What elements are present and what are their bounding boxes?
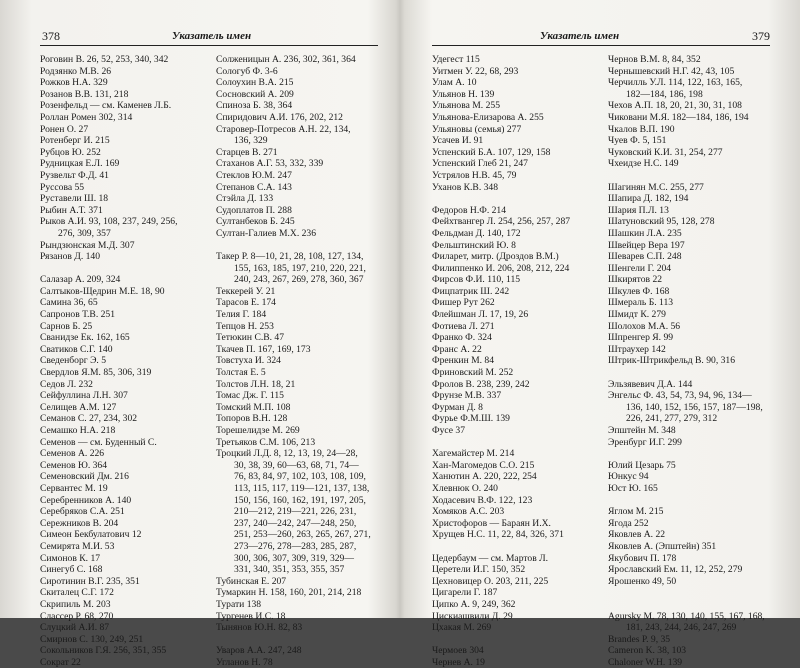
index-entry: Ходасевич В.Ф. 122, 123 [432, 494, 533, 506]
index-entry: Сиротинин В.Г. 235, 351 [40, 575, 140, 587]
index-entry: Фицпатрик Ш. 242 [432, 285, 510, 297]
index-column [216, 54, 396, 668]
index-entry: Шеварев С.П. 248 [608, 251, 682, 263]
index-entry: Уханов К.В. 348 [432, 181, 499, 193]
index-entry: Устрялов Н.В. 45, 79 [432, 169, 517, 181]
index-entry: 76, 83, 84, 97, 102, 103, 108, 109, [234, 471, 366, 483]
index-entry: Стаханов А.Г. 53, 332, 339 [216, 158, 324, 170]
index-entry: Старцев В. 271 [216, 146, 278, 158]
index-entry: Ронен О. 27 [40, 123, 89, 135]
index-entry: Уваров А.А. 247, 248 [216, 645, 302, 657]
index-entry: Рожков Н.А. 329 [40, 77, 108, 89]
index-entry: Тарасов Е. 174 [216, 297, 276, 309]
index-entry: Семирята М.И. 53 [40, 540, 115, 552]
index-entry: Скрипиль М. 203 [40, 598, 111, 610]
index-entry: Спиноза Б. 38, 364 [216, 100, 293, 112]
index-entry: Ульянова М. 255 [432, 100, 500, 112]
index-entry: Штрик-Штрикфельд В. 90, 316 [608, 355, 736, 367]
header-rule [432, 45, 770, 46]
index-entry: Цигарели Г. 187 [432, 587, 498, 599]
index-entry: Энгельс Ф. 43, 54, 73, 94, 96, 134— [608, 390, 752, 402]
index-entry: Торешелидзе М. 269 [216, 425, 300, 436]
index-entry: Сократ 22 [40, 656, 81, 668]
index-entry: Солоухин В.А. 215 [216, 77, 294, 89]
index-entry: Угланов Н. 78 [216, 656, 273, 668]
index-entry: Эпштейн М. 348 [608, 425, 676, 436]
index-entry: Роговин В. 26, 52, 253, 340, 342 [40, 54, 169, 65]
index-column [432, 54, 612, 668]
index-entry: Юнкус 94 [608, 471, 649, 483]
index-entry: Чуковский К.И. 31, 254, 277 [608, 146, 723, 158]
index-entry: Селищев А.М. 127 [40, 401, 117, 413]
index-entry: Шолохов М.А. 56 [608, 320, 681, 332]
index-entry: Усачев И. 91 [432, 135, 484, 147]
index-entry: Смирнов С. 130, 249, 251 [40, 633, 144, 645]
section-gap [216, 240, 396, 252]
index-entry: Спиридович А.И. 176, 202, 212 [216, 111, 343, 123]
index-entry: Семенов Ю. 364 [40, 459, 108, 471]
index-entry: Фурье Ф.М.Ш. 139 [432, 413, 510, 425]
index-entry: Толстая Е. 5 [216, 367, 266, 379]
index-entry: Сватиков С.Г. 140 [40, 343, 113, 355]
index-entry: Сервантес М. 19 [40, 482, 108, 494]
page-number: 378 [42, 29, 60, 43]
section-gap [432, 634, 612, 646]
index-entry: Chaloner W.H. 139 [608, 656, 683, 668]
index-entry: Ханютин А. 220, 222, 254 [432, 471, 537, 483]
index-entry: Фельдман Д. 140, 172 [432, 227, 521, 239]
index-entry: Brandes P. 9, 35 [608, 633, 671, 645]
index-entry: Рузвельт Ф.Д. 41 [40, 169, 109, 181]
index-entry: Семеновский Дм. 216 [40, 471, 129, 483]
index-entry: Троцкий Л.Д. 8, 12, 13, 19, 24—28, [216, 448, 358, 460]
index-entry: Сосновский А. 209 [216, 88, 294, 100]
index-entry: Рязанов Д. 140 [40, 251, 101, 263]
section-gap [608, 599, 788, 611]
index-entry: Чернов В.М. 8, 84, 352 [608, 54, 701, 65]
index-entry: Фусе 37 [432, 425, 466, 436]
index-entry: 150, 156, 160, 162, 191, 197, 205, [234, 494, 366, 506]
index-entry: Руссова 55 [40, 181, 85, 193]
index-entry: Церетели И.Г. 150, 352 [432, 564, 526, 576]
index-entry: Чехов А.П. 18, 20, 21, 30, 31, 108 [608, 100, 742, 112]
index-entry: Чернев А. 19 [432, 656, 485, 668]
index-entry: Роллан Ромен 302, 314 [40, 111, 133, 123]
index-entry: Симеон Бекбулатович 12 [40, 529, 142, 541]
index-entry: Слуцкий А.И. 87 [40, 622, 110, 634]
index-entry: Ульяновы (семья) 277 [432, 123, 522, 135]
index-entry: Толстов Л.Н. 18, 21 [216, 378, 296, 390]
right-page-header [432, 28, 770, 44]
index-entry: Шмераль Б. 113 [608, 297, 674, 309]
index-entry: Цехновицер О. 203, 211, 225 [432, 575, 549, 587]
index-entry: Старовер-Потресов А.Н. 22, 134, [216, 123, 351, 135]
right-page [400, 0, 800, 668]
index-entry: Фейхтвангер Л. 254, 256, 257, 287 [432, 216, 571, 228]
index-entry: Сережников В. 204 [40, 517, 119, 529]
index-entry: 155, 163, 185, 197, 210, 220, 221, [234, 262, 366, 274]
index-entry: Agursky M. 78, 130, 140, 155, 167, 168, [608, 610, 765, 622]
index-entry: Франко Ф. 324 [432, 332, 492, 344]
index-entry: 226, 241, 277, 279, 312 [626, 413, 718, 425]
index-entry: Ткачев П. 167, 169, 173 [216, 343, 311, 355]
index-entry: 113, 115, 117, 119—121, 137, 138, [234, 482, 370, 494]
index-entry: 273—276, 278—283, 285, 287, [234, 540, 357, 552]
index-entry: Сапронов Т.В. 251 [40, 309, 116, 321]
index-entry: Ротенберг И. 215 [40, 135, 110, 147]
index-entry: Турати 138 [216, 598, 262, 610]
index-entry: Синегуб С. 168 [40, 564, 103, 576]
index-entry: Тубинская Е. 207 [216, 575, 287, 587]
index-entry: Христофоров — Бараян И.Х. [432, 517, 551, 529]
section-gap [432, 541, 612, 553]
index-entry: Стэйла Д. 133 [216, 193, 274, 205]
index-entry: Флейшман Л. 17, 19, 26 [432, 309, 529, 321]
index-entry: Сведенборг Э. 5 [40, 355, 107, 367]
index-entry: Родзянко М.В. 26 [40, 65, 112, 77]
index-entry: Фельштинский Ю. 8 [432, 239, 516, 251]
index-entry: Фишер Рут 262 [432, 297, 495, 309]
index-entry: Рыбин А.Т. 371 [40, 204, 103, 216]
index-entry: 181, 243, 244, 246, 247, 269 [626, 622, 737, 634]
index-entry: Хомяков А.С. 203 [432, 506, 505, 518]
index-entry: Тетюкин С.В. 47 [216, 332, 285, 344]
index-entry: Шапира Д. 182, 194 [608, 193, 689, 205]
index-entry: Свердлов Я.М. 85, 306, 319 [40, 367, 152, 379]
index-entry: 300, 306, 307, 309, 319, 329— [234, 552, 354, 564]
index-entry: Рубцов Ю. 252 [40, 146, 101, 158]
index-entry: Черчилль У.Л. 114, 122, 163, 165, [608, 77, 743, 89]
index-entry: Штраухер 142 [608, 343, 666, 355]
index-entry: Уитмен У. 22, 68, 293 [432, 65, 519, 77]
section-gap [608, 367, 788, 379]
page-number: 379 [752, 29, 770, 43]
index-entry: Султанбеков Б. 245 [216, 216, 295, 228]
index-entry: Шмидт К. 279 [608, 309, 666, 321]
index-entry: Стеклов Ю.М. 247 [216, 169, 292, 181]
index-entry: Степанов С.А. 143 [216, 181, 292, 193]
index-entry: Шкулев Ф. 168 [608, 285, 670, 297]
index-entry: 251, 253—260, 263, 265, 267, 271, [234, 529, 371, 541]
index-entry: 182—184, 186, 198 [626, 88, 703, 100]
section-gap [608, 587, 788, 599]
index-entry: Хрущев Н.С. 11, 22, 84, 326, 371 [432, 529, 564, 541]
section-gap [432, 437, 612, 449]
header-rule [40, 45, 378, 46]
index-entry: Чхеидзе Н.С. 149 [608, 158, 679, 170]
index-entry: Розенфельд — см. Каменев Л.Б. [40, 100, 172, 112]
index-entry: Цхакая М. 269 [432, 622, 492, 634]
running-title: Указатель имен [172, 30, 252, 42]
index-entry: 331, 340, 351, 353, 355, 357 [234, 564, 345, 576]
index-entry: Серебренников А. 140 [40, 494, 132, 506]
index-entry: Судоплатов П. 288 [216, 204, 292, 216]
index-entry: Филарет, митр. (Дроздов В.М.) [432, 251, 559, 263]
index-entry: Ульянова-Елизарова А. 255 [432, 111, 544, 123]
section-gap [432, 193, 612, 205]
index-entry: Удегест 115 [432, 54, 480, 65]
index-entry: Чиковани М.Я. 182—184, 186, 194 [608, 111, 749, 123]
index-entry: Товстуха И. 324 [216, 355, 281, 367]
index-entry: Френкин М. 84 [432, 355, 495, 367]
index-entry: Семенов — см. Буденный С. [40, 436, 157, 448]
index-entry: Шкирятов 22 [608, 274, 663, 286]
index-entry: Ярославский Ем. 11, 12, 252, 279 [608, 564, 743, 576]
index-entry: Серебряков С.А. 251 [40, 506, 125, 518]
index-entry: Фотиева Л. 271 [432, 320, 495, 332]
index-entry: Скиталец С.Г. 172 [40, 587, 114, 599]
index-entry: Цедербаум — см. Мартов Л. [432, 552, 549, 564]
index-entry: Эльзявевич Д.А. 144 [608, 378, 693, 390]
index-entry: 276, 309, 357 [58, 227, 111, 239]
index-entry: Сванидзе Ек. 162, 165 [40, 332, 130, 344]
index-entry: Рыков А.И. 93, 108, 237, 249, 256, [40, 216, 178, 228]
index-entry: Третьяков С.М. 106, 213 [216, 436, 316, 448]
index-entry: Фирсов Ф.И. 110, 115 [432, 274, 521, 286]
index-entry: 136, 329 [234, 135, 268, 147]
index-entry: Симонов К. 17 [40, 552, 101, 564]
index-entry: Тургенев И.С. 18 [216, 610, 286, 622]
section-gap [608, 448, 788, 460]
index-entry: Сокольников Г.Я. 256, 351, 355 [40, 645, 167, 657]
index-entry: Яглом М. 215 [608, 506, 664, 518]
index-entry: Семанов С. 27, 234, 302 [40, 413, 138, 425]
index-entry: Чкалов В.П. 190 [608, 123, 675, 135]
index-entry: Яковлев А. 22 [608, 529, 666, 541]
index-entry: Швейцер Вера 197 [608, 239, 685, 251]
index-entry: Тепцов Н. 253 [216, 320, 274, 332]
index-entry: Яковлев А. (Эпштейн) 351 [608, 540, 717, 552]
index-entry: Фролов В. 238, 239, 242 [432, 378, 530, 390]
index-entry: Cameron K. 38, 103 [608, 645, 687, 657]
index-entry: Теккерей У. 21 [216, 285, 276, 297]
index-entry: Слассер Р. 68, 270 [40, 610, 114, 622]
index-entry: Такер Р. 8—10, 21, 28, 108, 127, 134, [216, 251, 364, 263]
index-entry: Розанов В.В. 131, 218 [40, 88, 129, 100]
section-gap [608, 170, 788, 182]
index-entry: 30, 38, 39, 60—63, 68, 71, 74— [234, 459, 359, 471]
index-entry: Чуев Ф. 5, 151 [608, 135, 667, 147]
section-gap [608, 495, 788, 507]
index-entry: Семашко Н.А. 218 [40, 425, 116, 436]
index-entry: Томас Дж. Г. 115 [216, 390, 284, 402]
index-entry: Рудницкая Е.Л. 169 [40, 158, 120, 170]
index-entry: Султан-Галиев М.Х. 236 [216, 227, 317, 239]
section-gap [216, 634, 396, 646]
index-entry: Ципко А. 9, 249, 362 [432, 598, 516, 610]
index-entry: Чермоев 304 [432, 645, 484, 657]
index-entry: Топоров В.Н. 128 [216, 413, 288, 425]
index-entry: Тумаркин Н. 158, 160, 201, 214, 218 [216, 587, 362, 599]
index-entry: Салазар А. 209, 324 [40, 274, 121, 286]
index-entry: Хлевнюк О. 240 [432, 482, 498, 494]
index-entry: Фриновский М. 252 [432, 367, 514, 379]
index-entry: Сарнов Б. 25 [40, 320, 93, 332]
index-entry: Ягода 252 [608, 517, 649, 529]
index-entry: Самина 36, 65 [40, 297, 98, 309]
index-entry: Юлий Цезарь 75 [608, 459, 676, 471]
index-entry: Якубович П. 178 [608, 552, 677, 564]
index-entry: 210—212, 219—221, 226, 231, [234, 506, 357, 518]
index-entry: Успенский Глеб 21, 247 [432, 158, 528, 170]
index-entry: Хан-Магомедов С.О. 215 [432, 459, 535, 471]
index-entry: Семенов А. 226 [40, 448, 105, 460]
index-entry: Фурман Д. 8 [432, 401, 483, 413]
index-entry: Салтыков-Щедрин М.Е. 18, 90 [40, 285, 165, 297]
index-entry: Телия Г. 184 [216, 309, 267, 321]
index-entry: Шпренгер Я. 99 [608, 332, 674, 344]
index-entry: Тынянов Ю.Н. 82, 83 [216, 622, 303, 634]
index-column [608, 54, 788, 668]
index-entry: Успенский Б.А. 107, 129, 158 [432, 146, 551, 158]
index-entry: Рындзюнская М.Д. 307 [40, 239, 135, 251]
index-entry: Шатуновский 95, 128, 278 [608, 216, 715, 228]
index-entry: 240, 243, 267, 269, 278, 360, 367 [234, 274, 364, 286]
index-entry: Сологуб Ф. 3-6 [216, 65, 278, 77]
index-entry: Юст Ю. 165 [608, 482, 658, 494]
index-entry: Седов Л. 232 [40, 378, 93, 390]
index-entry: Руставели Ш. 18 [40, 193, 109, 205]
index-entry: 237, 240—242, 247—248, 250, [234, 517, 357, 529]
index-entry: Шагинян М.С. 255, 277 [608, 181, 704, 193]
index-entry: Солженицын А. 236, 302, 361, 364 [216, 54, 356, 65]
index-entry: Сейфуллина Л.Н. 307 [40, 390, 128, 402]
left-page-header [42, 28, 378, 44]
running-title: Указатель имен [540, 30, 620, 42]
index-entry: Ярошенко 49, 50 [608, 575, 677, 587]
index-entry: Франс А. 22 [432, 343, 482, 355]
index-entry: Томский М.П. 108 [216, 401, 291, 413]
index-entry: Фрунзе М.В. 337 [432, 390, 502, 402]
index-entry: Эренбург И.Г. 299 [608, 436, 682, 448]
index-entry: Филиппенко И. 206, 208, 212, 224 [432, 262, 570, 274]
index-entry: Федоров Н.Ф. 214 [432, 204, 507, 216]
index-entry: Шашкин Л.А. 235 [608, 227, 682, 239]
index-entry: Ульянов Н. 139 [432, 88, 495, 100]
index-entry: Цискиашвили Д. 29 [432, 610, 513, 622]
index-column [40, 54, 220, 668]
index-entry: Шария П.Л. 13 [608, 204, 669, 216]
section-gap [40, 263, 220, 275]
index-entry: Шенгели Г. 204 [608, 262, 672, 274]
index-entry: 136, 140, 152, 156, 157, 187—198, [626, 401, 763, 413]
index-entry: Хагемайстер М. 214 [432, 448, 515, 460]
index-entry: Улам А. 10 [432, 77, 477, 89]
index-entry: Чернышевский Н.Г. 42, 43, 105 [608, 65, 735, 77]
